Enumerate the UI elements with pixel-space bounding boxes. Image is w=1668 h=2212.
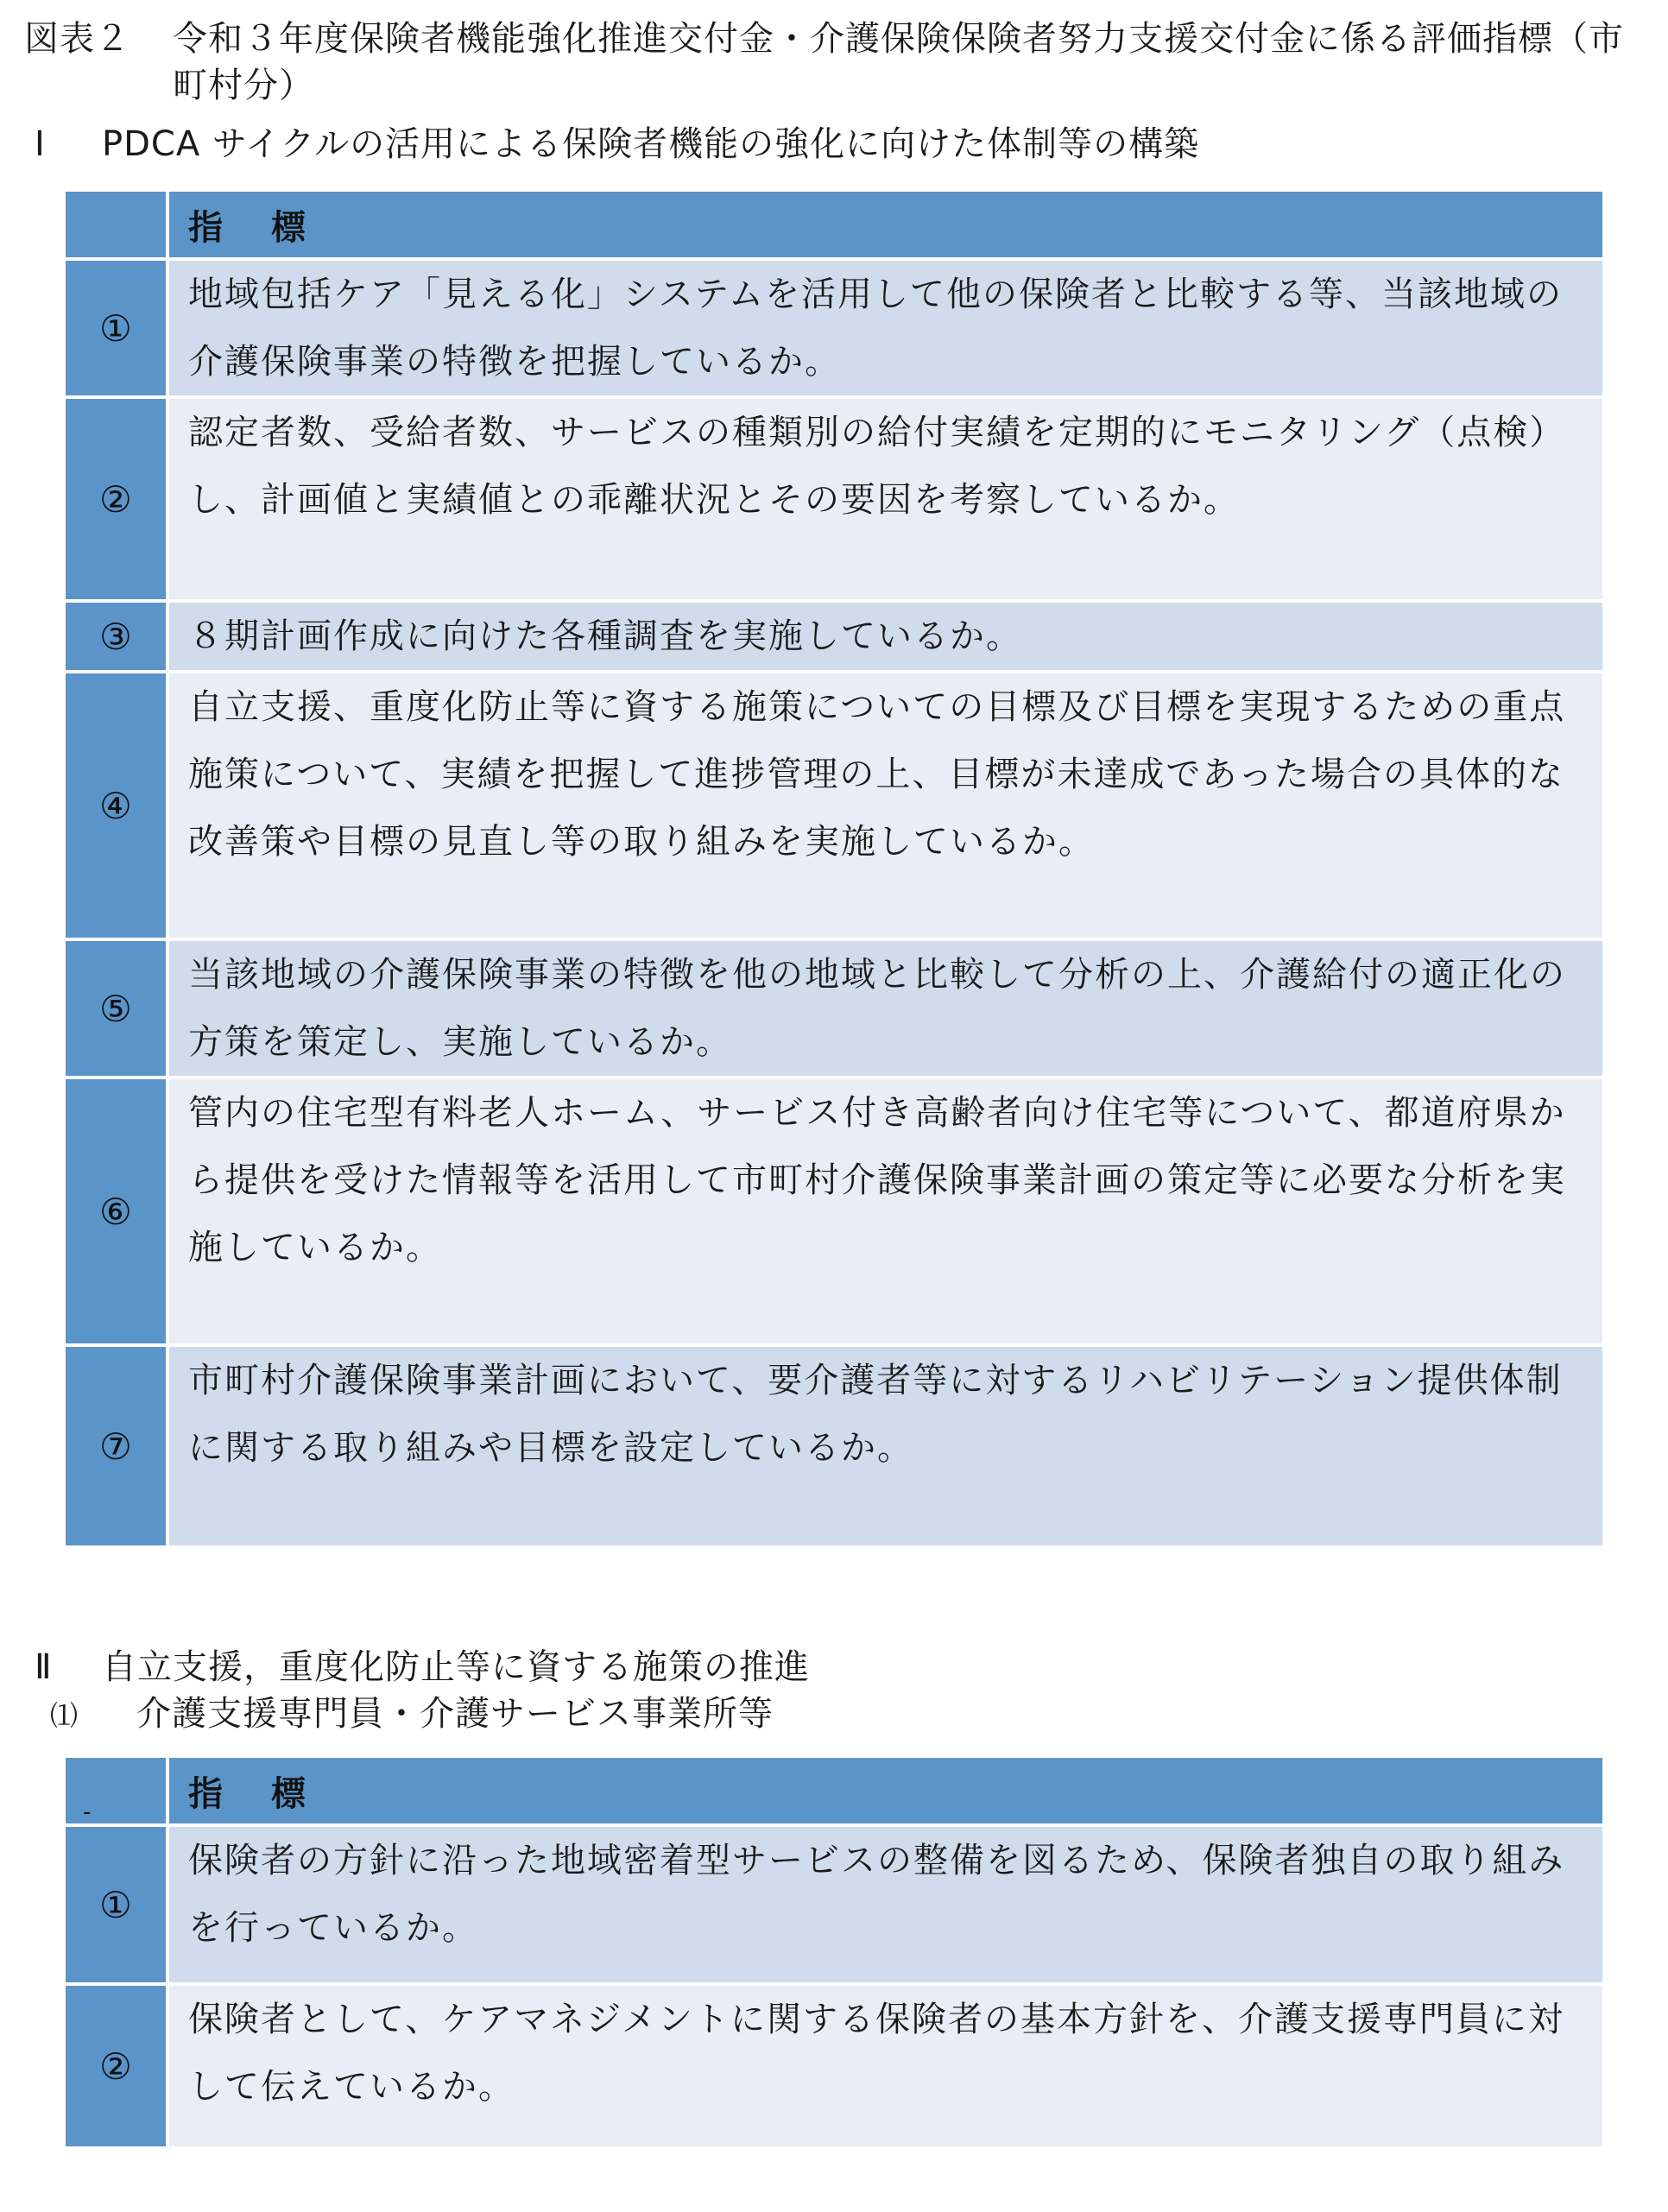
row-number: ③: [66, 603, 166, 670]
figure-number: 図表２: [24, 19, 130, 59]
section-2-heading-text: 自立支援，重度化防止等に資する施策の推進: [102, 1647, 810, 1687]
table-row: [66, 603, 1602, 670]
section-2-table: [62, 1754, 1606, 2150]
section-2-heading: [35, 1646, 810, 1689]
header-number-cell: [66, 1758, 166, 1823]
section-1-heading: [35, 123, 1199, 166]
row-number: ①: [66, 261, 166, 395]
row-indicator-text: 保険者の方針に沿った地域密着型サービスの整備を図るため、保険者独自の取り組みを行っているか。: [169, 1827, 1602, 1982]
figure-title-text: 令和３年度保険者機能強化推進交付金・介護保険保険者努力支援交付金に係る評価指標（市町村分）: [173, 19, 1624, 105]
row-number: ④: [66, 673, 166, 938]
table-row: [66, 941, 1602, 1076]
section-2-sub-heading: [50, 1692, 774, 1737]
row-number: ⑤: [66, 941, 166, 1076]
table-header-row: [66, 192, 1602, 257]
row-number: ②: [66, 399, 166, 599]
sub-heading-number: ⑴: [50, 1699, 79, 1732]
row-number: ①: [66, 1827, 166, 1982]
header-number-cell: [66, 192, 166, 257]
header-dash-mark: -: [83, 1799, 92, 1825]
header-label-cell: 指 標: [169, 1758, 1602, 1823]
row-number: ②: [66, 1986, 166, 2146]
section-2-roman: Ⅱ: [35, 1647, 53, 1687]
section-1-heading-text: PDCA サイクルの活用による保険者機能の強化に向けた体制等の構築: [102, 124, 1200, 164]
sub-heading-text: 介護支援専門員・介護サービス事業所等: [136, 1694, 774, 1734]
row-indicator-text: 保険者として、ケアマネジメントに関する保険者の基本方針を、介護支援専門員に対して伝えているか。: [169, 1986, 1602, 2146]
section-1-roman: Ⅰ: [35, 124, 46, 164]
table-row: [66, 673, 1602, 938]
table-row: [66, 1986, 1602, 2146]
table-row: [66, 1079, 1602, 1343]
table-row: [66, 1347, 1602, 1545]
table-row: [66, 1827, 1602, 1982]
row-indicator-text: 地域包括ケア「見える化」システムを活用して他の保険者と比較する等、当該地域の介護保険事業の特徴を把握しているか。: [169, 261, 1602, 395]
figure-title: [24, 16, 1647, 109]
row-indicator-text: 市町村介護保険事業計画において、要介護者等に対するリハビリテーション提供体制に関する取り組みや目標を設定しているか。: [169, 1347, 1602, 1545]
row-indicator-text: 管内の住宅型有料老人ホーム、サービス付き高齢者向け住宅等について、都道府県から提供を受けた情報等を活用して市町村介護保険事業計画の策定等に必要な分析を実施しているか。: [169, 1079, 1602, 1343]
header-label-cell: 指 標: [169, 192, 1602, 257]
row-indicator-text: 当該地域の介護保険事業の特徴を他の地域と比較して分析の上、介護給付の適正化の方策を策定し、実施しているか。: [169, 941, 1602, 1076]
row-indicator-text: ８期計画作成に向けた各種調査を実施しているか。: [169, 603, 1602, 670]
table-row: [66, 261, 1602, 395]
table-header-row: [66, 1758, 1602, 1823]
row-indicator-text: 認定者数、受給者数、サービスの種類別の給付実績を定期的にモニタリング（点検）し、計画値と実績値との乖離状況とその要因を考察しているか。: [169, 399, 1602, 599]
section-1-table: [62, 188, 1606, 1549]
row-number: ⑦: [66, 1347, 166, 1545]
row-indicator-text: 自立支援、重度化防止等に資する施策についての目標及び目標を実現するための重点施策について、実績を把握して進捗管理の上、目標が未達成であった場合の具体的な改善策や目標の見直し等の取り組みを実施しているか。: [169, 673, 1602, 938]
table-row: [66, 399, 1602, 599]
row-number: ⑥: [66, 1079, 166, 1343]
